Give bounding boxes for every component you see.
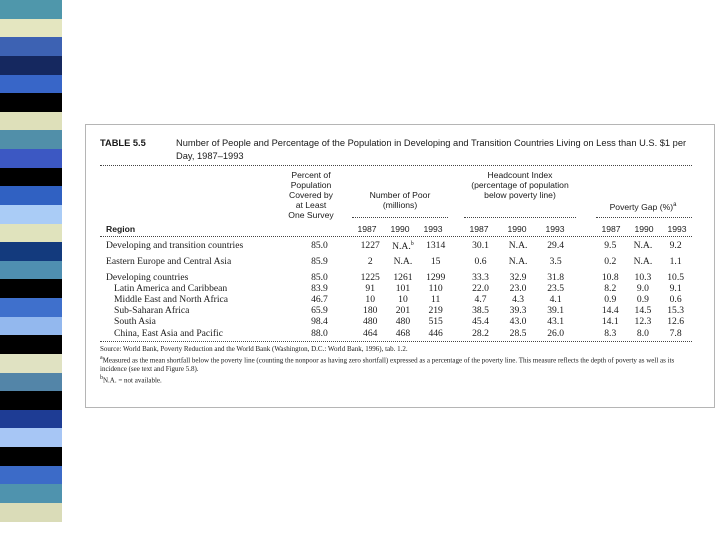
poor-cell [387, 328, 420, 339]
footnote-text: Measured as the mean shortfall below the poverty line (counting the nonpoor as having zero shortfall) expressed as a percentage of the poverty line. This measure reflects the depth of poverty as well as its incidence (see text and Figure 5.8). [100, 356, 675, 374]
header-line: Population [290, 180, 332, 190]
percent-covered-header [276, 170, 346, 220]
headcount-cell: 29.4 [547, 240, 565, 252]
stripe-block [0, 0, 62, 19]
gap-cell: 10.5 [667, 271, 685, 283]
stripe-block [0, 242, 62, 261]
poor-value: 101 [395, 282, 411, 294]
year-header: 1987 [601, 224, 621, 234]
table-row [100, 316, 692, 327]
headcount-cell: 31.8 [547, 271, 565, 283]
poor-value: 1314 [426, 240, 446, 252]
stripe-block [0, 186, 62, 205]
stripe-block [0, 56, 62, 75]
poor-cell [387, 256, 420, 267]
poor-cell [419, 305, 452, 316]
gap-cell: 14.5 [634, 305, 652, 317]
table-row [100, 256, 692, 267]
poor-cell [387, 305, 420, 316]
poor-cell [387, 272, 420, 283]
region-header: Region [106, 224, 136, 234]
headcount-cell: 23.5 [547, 282, 565, 294]
headcount-cell: 45.4 [472, 316, 489, 328]
region-cell: Middle East and North Africa [114, 294, 229, 305]
table-figure [85, 124, 715, 408]
number-of-poor-header [350, 190, 450, 210]
stripe-block [0, 205, 62, 224]
header-line: below poverty line) [484, 190, 556, 200]
stripe-block [0, 279, 62, 298]
headcount-cell: N.A. [508, 256, 528, 268]
gap-cell: 8.2 [604, 282, 617, 294]
region-cell: China, East Asia and Pacific [114, 327, 223, 339]
poor-value: 468 [395, 327, 411, 339]
gap-cell: 0.2 [604, 256, 617, 268]
headcount-cell: N.A. [508, 240, 528, 252]
poor-cell [419, 239, 452, 252]
headcount-cell: 43.0 [509, 316, 527, 328]
gap-cell: 0.9 [636, 294, 649, 305]
gap-cell: 12.6 [667, 316, 685, 328]
decorative-color-stripe [0, 0, 62, 540]
headcount-cell: 4.1 [549, 294, 562, 305]
coverage-cell: 65.9 [311, 305, 328, 317]
year-header: 1993 [667, 224, 687, 234]
region-cell: Latin America and Caribbean [114, 282, 228, 294]
table-title-row [100, 137, 692, 163]
table-title: Number of People and Percentage of the Population in Developing and Transition Countries Living on Less than U.S. $1 per Day, 1987–1993 [176, 138, 687, 161]
headcount-cell: 28.2 [472, 327, 489, 339]
poor-value: 480 [395, 316, 411, 328]
footnote-b [100, 374, 692, 385]
gap-cell: 7.8 [669, 327, 682, 339]
column-headers [100, 168, 692, 234]
stripe-block [0, 37, 62, 56]
poor-value: 110 [428, 282, 443, 294]
region-cell: Developing countries [106, 271, 189, 283]
number-of-poor-rule [352, 217, 448, 218]
poor-cell [354, 272, 387, 283]
stripe-block [0, 224, 62, 243]
poor-value: 219 [428, 305, 443, 317]
stripe-block [0, 335, 62, 354]
coverage-cell: 85.0 [311, 271, 328, 283]
stripe-block [0, 261, 62, 280]
table-notes [100, 345, 692, 386]
title-rule [100, 165, 692, 166]
header-line: (millions) [382, 200, 418, 210]
poor-value: N.A. [393, 256, 413, 268]
stripe-block [0, 466, 62, 485]
stripe-block [0, 373, 62, 392]
gap-cell: 9.5 [604, 240, 617, 252]
poor-cell [419, 316, 452, 327]
stripe-block [0, 354, 62, 373]
poor-cell [354, 256, 387, 267]
stripe-block [0, 130, 62, 149]
poor-cell [419, 272, 452, 283]
poor-value: 1261 [393, 271, 413, 283]
coverage-cell: 85.9 [311, 256, 328, 268]
poor-value: 1225 [360, 271, 380, 283]
stripe-block [0, 112, 62, 131]
region-cell: South Asia [114, 316, 156, 328]
poor-cell [387, 316, 420, 327]
headcount-cell: 3.5 [549, 256, 562, 268]
gap-cell: 9.2 [669, 240, 682, 252]
stripe-block [0, 93, 62, 112]
header-line: One Survey [288, 210, 334, 220]
headcount-cell: 39.3 [509, 305, 527, 317]
header-line: (percentage of population [471, 180, 569, 190]
stripe-block [0, 298, 62, 317]
gap-cell: 0.6 [669, 294, 682, 305]
gap-cell: 10.3 [634, 271, 652, 283]
header-line: Headcount Index [487, 170, 553, 180]
poor-value: 10 [398, 294, 408, 305]
footnote-marker: b [100, 375, 103, 382]
gap-cell: 14.1 [601, 316, 619, 328]
stripe-block [0, 317, 62, 336]
poor-value: 1299 [426, 271, 446, 283]
region-cell: Eastern Europe and Central Asia [106, 256, 232, 268]
poor-cell [419, 294, 452, 305]
poor-value: 1227 [360, 240, 380, 252]
header-line: at Least [295, 200, 327, 210]
headcount-rule [464, 217, 576, 218]
poor-cell [387, 294, 420, 305]
poor-value: 91 [365, 282, 376, 294]
gap-cell: 1.1 [669, 256, 682, 268]
headcount-cell: 32.9 [509, 271, 527, 283]
footnote-marker: a [100, 354, 103, 361]
table-row [100, 294, 692, 305]
poverty-gap-rule [596, 217, 692, 218]
stripe-block [0, 168, 62, 187]
stripe-block [0, 410, 62, 429]
coverage-cell: 98.4 [311, 316, 328, 328]
year-header: 1990 [634, 224, 654, 234]
year-header: 1993 [545, 224, 565, 234]
poor-value: 11 [431, 294, 441, 305]
table-row [100, 305, 692, 316]
poor-value: 10 [365, 294, 376, 305]
poor-value: 2 [367, 256, 373, 268]
headcount-cell: 30.1 [472, 240, 489, 252]
coverage-cell: 85.0 [311, 240, 328, 252]
coverage-cell: 88.0 [311, 327, 328, 339]
headcount-cell: 4.3 [512, 294, 525, 305]
source-note: Source: World Bank, Poverty Reduction and the World Bank (Washington, D.C.: World Bank, 1996), tab. 1.2. [100, 344, 408, 353]
poverty-gap-header [594, 200, 692, 212]
footnote-marker: a [673, 202, 677, 208]
headcount-cell: 0.6 [474, 256, 487, 268]
table-document [100, 137, 692, 385]
table-row [100, 328, 692, 339]
stripe-block [0, 19, 62, 38]
headcount-cell: 33.3 [472, 271, 489, 283]
header-line: Covered by [289, 190, 333, 200]
footnote-text: N.A. = not available. [103, 376, 162, 385]
stripe-block [0, 428, 62, 447]
gap-cell: 12.3 [634, 316, 652, 328]
headcount-cell: 28.5 [509, 327, 527, 339]
poor-cell [419, 256, 452, 267]
gap-cell: 8.3 [604, 327, 617, 339]
poor-cell [419, 328, 452, 339]
footnote-marker: b [410, 241, 414, 247]
gap-cell: N.A. [633, 240, 653, 252]
headcount-cell: 39.1 [547, 305, 565, 317]
region-cell: Developing and transition countries [106, 240, 244, 252]
gap-cell: 14.4 [601, 305, 619, 317]
table-label: TABLE 5.5 [100, 138, 146, 148]
poor-cell [387, 239, 420, 252]
poor-cell [419, 283, 452, 294]
year-header: 1993 [423, 224, 443, 234]
headcount-cell: 4.7 [474, 294, 487, 305]
header-line: Percent of [291, 170, 331, 180]
poor-cell [354, 316, 387, 327]
year-header: 1990 [390, 224, 410, 234]
headcount-cell: 22.0 [472, 282, 489, 294]
stripe-block [0, 391, 62, 410]
poor-value: 180 [363, 305, 378, 317]
poor-value: 15 [430, 256, 441, 268]
headcount-cell: 23.0 [509, 282, 527, 294]
coverage-cell: 83.9 [311, 282, 328, 294]
poor-value: 515 [428, 316, 443, 328]
year-header: 1987 [357, 224, 377, 234]
footnote-a [100, 354, 692, 374]
stripe-block [0, 503, 62, 522]
header-line: Number of Poor [369, 190, 431, 200]
stripe-block [0, 484, 62, 503]
stripe-block [0, 75, 62, 94]
headcount-cell: 26.0 [547, 327, 565, 339]
poor-cell [354, 305, 387, 316]
poor-value: 464 [363, 327, 378, 339]
poor-cell [354, 283, 387, 294]
table-row [100, 283, 692, 294]
coverage-cell: 46.7 [311, 294, 328, 305]
headcount-header [460, 170, 580, 200]
poor-value: N.A. [392, 241, 411, 253]
table-body [100, 239, 692, 339]
gap-cell: N.A. [633, 256, 653, 268]
region-cell: Sub-Saharan Africa [114, 305, 190, 317]
header-rule [100, 236, 692, 237]
gap-cell: 9.0 [636, 282, 649, 294]
poor-cell [387, 283, 420, 294]
table-row [100, 239, 692, 252]
header-line: Poverty Gap (%) [609, 201, 674, 212]
gap-cell: 9.1 [669, 282, 682, 294]
gap-cell: 15.3 [667, 305, 685, 317]
poor-cell [354, 239, 387, 252]
stripe-block [0, 522, 62, 540]
poor-value: 446 [428, 327, 443, 339]
table-row [100, 272, 692, 283]
stripe-block [0, 149, 62, 168]
poor-cell [354, 294, 387, 305]
poor-value: 480 [363, 316, 378, 328]
gap-cell: 0.9 [604, 294, 617, 305]
data-table [100, 239, 692, 339]
gap-cell: 10.8 [601, 271, 619, 283]
stripe-block [0, 447, 62, 466]
year-header: 1987 [469, 224, 489, 234]
year-header: 1990 [507, 224, 527, 234]
poor-cell [354, 328, 387, 339]
poor-value: 201 [395, 305, 411, 317]
table-bottom-rule [100, 341, 692, 342]
headcount-cell: 38.5 [472, 305, 489, 317]
gap-cell: 8.0 [636, 327, 649, 339]
headcount-cell: 43.1 [547, 316, 565, 328]
